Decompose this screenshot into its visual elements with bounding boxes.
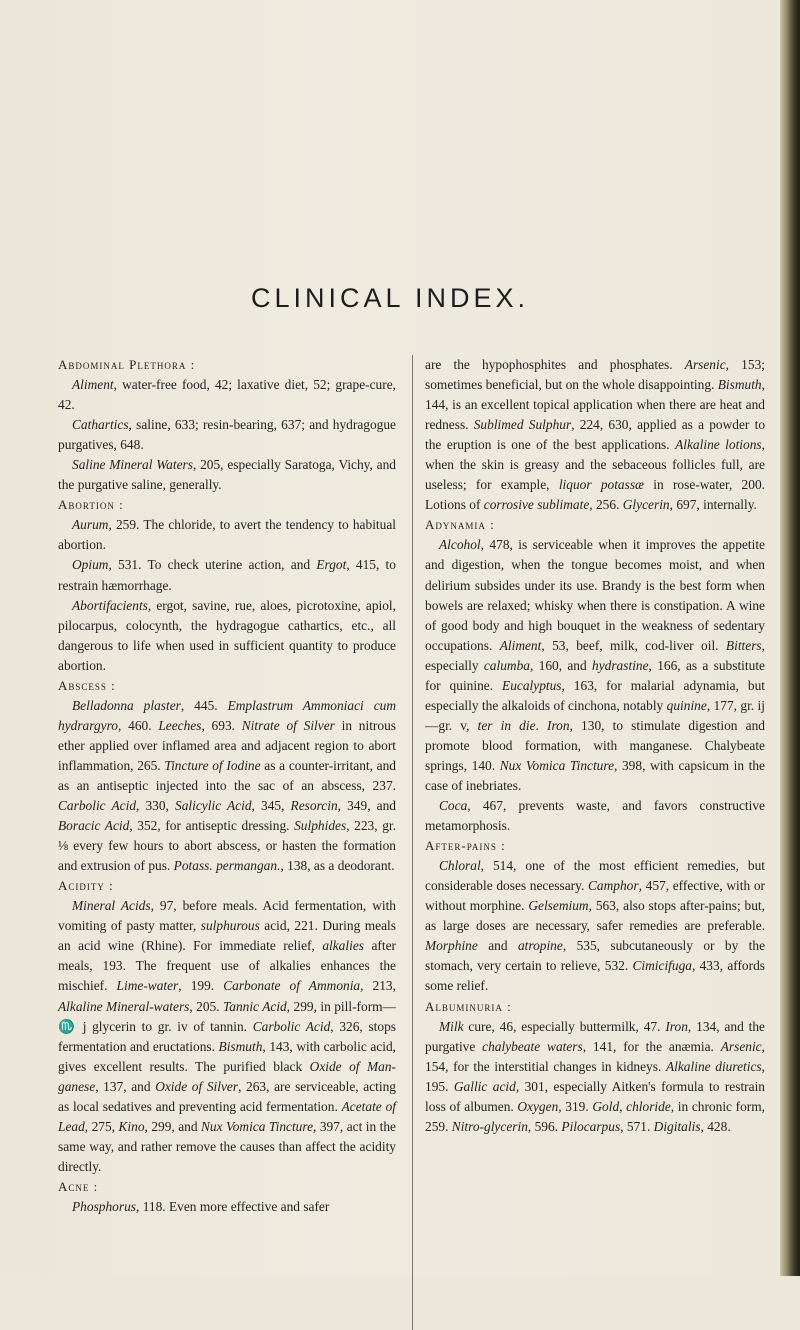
remedy-name: Cathartics: [72, 417, 129, 433]
remedy-name: Pilocarpus: [561, 1118, 621, 1134]
entry-text: , 205, especially Saratoga, Vichy, and the purgative saline, generally.: [58, 457, 396, 493]
entry-text: , 571.: [620, 1118, 654, 1134]
entry-text: , saline, 633; resin-bearing, 637; and hydragogue purgatives, 648.: [58, 417, 396, 453]
remedy-name: Saline Mineral Waters: [72, 457, 193, 473]
entry-text: , 53, beef, milk, cod-liver oil.: [541, 637, 726, 653]
remedy-name: Nux Vomica Tincture: [201, 1118, 314, 1134]
entry-text: , 433, affords some relief.: [425, 958, 765, 994]
entry-text: , 134, and the purgative: [425, 1018, 765, 1054]
entry-text: , 153; sometimes beneficial, but on the whole disappointing.: [425, 357, 765, 393]
entry-text: , 177, gr. ij—gr. v,: [425, 697, 765, 733]
index-entry: [58, 596, 396, 676]
remedy-name: Bismuth: [717, 377, 762, 393]
remedy-name: Arsenic: [684, 357, 726, 372]
remedy-name: Arsenic: [720, 1038, 762, 1054]
entry-text: , in chronic form, 259.: [425, 1098, 765, 1134]
remedy-name: Alcohol: [439, 537, 481, 553]
entry-text: acid, 221. During meals an acid wine (Rhine). For immediate relief,: [58, 918, 396, 954]
entry-text: , 397, act in the same way, and rather remove the causes than affect the acidity directly.: [58, 1118, 396, 1174]
remedy-name: Milk: [439, 1018, 464, 1034]
remedy-name: Iron: [665, 1018, 688, 1034]
remedy-name: Iron: [547, 717, 570, 733]
index-entry: [58, 375, 396, 415]
index-entry: [58, 455, 396, 495]
remedy-name: Ergot: [316, 557, 347, 573]
remedy-name: Oxide of Silver: [155, 1078, 239, 1094]
book-spine-edge: [780, 0, 800, 1276]
entry-text: , 263, are serviceable, acting as local sedatives and preventing acid fermentation.: [58, 1078, 396, 1114]
entry-text: , 160, and: [529, 657, 593, 673]
remedy-name: Alkaline Mineral-waters: [58, 998, 190, 1014]
remedy-name: Tincture of Iodine: [164, 757, 261, 773]
entry-text: , 141, for the anæmia.: [582, 1038, 721, 1054]
entry-text: , 326, stops fermentation and eructations.: [58, 1018, 396, 1054]
remedy-name: chalybeate waters: [482, 1038, 583, 1054]
remedy-name: Mineral Acids: [72, 898, 151, 914]
entry-text: , 352, for antiseptic dressing.: [129, 818, 295, 834]
left-column: [58, 355, 396, 1217]
entry-text: , 457, effective, with or without morphine.: [425, 878, 765, 914]
entry-text: ,: [619, 1098, 627, 1114]
entry-text: , 205.: [189, 998, 224, 1014]
index-heading: Acidity :: [58, 878, 114, 894]
entry-text: , 514, one of the most efficient remedies, but considerable doses necessary.: [425, 858, 765, 894]
remedy-name: Eucalyptus: [502, 677, 562, 693]
remedy-name: Lime-water: [116, 978, 179, 994]
entry-text: , 299, and: [144, 1118, 201, 1134]
remedy-name: Carbolic Acid: [252, 1018, 331, 1034]
index-entry: [425, 535, 765, 796]
remedy-name: Bitters: [725, 637, 762, 653]
entry-text: , 345,: [251, 798, 291, 814]
index-entry: [58, 696, 396, 876]
index-heading: Adynamia :: [425, 517, 495, 533]
remedy-name: ter in die: [477, 717, 536, 733]
remedy-name: Resorcin: [290, 798, 338, 814]
index-heading: Abdominal Plethora :: [58, 357, 196, 372]
entry-text: , especially: [425, 637, 765, 673]
entry-text: , 144, is an excellent topical application when there are heat and redness.: [425, 377, 765, 433]
entry-text: after meals, 193. The frequent use of alkalies enhances the mischief.: [58, 938, 396, 994]
remedy-name: Tannic Acid: [223, 998, 287, 1014]
entry-text: , 415, to restrain hæmorrhage.: [58, 557, 396, 593]
entry-text: , 301, especially Aitken's formula to restrain loss of albumen.: [425, 1078, 765, 1114]
remedy-name: quinine: [666, 697, 707, 713]
entry-text: , 478, is serviceable when it improves the appetite and digestion, when the tongue becomes moist, and when delirium subsides under its use. Brandy is the best form when bowels are relaxed; whisky when there is constipation. A wine of good body and high bouquet in the weakness of sedentary occupations.: [425, 537, 765, 653]
remedy-name: Alkaline lotions: [675, 437, 762, 453]
index-entry: [58, 515, 396, 555]
remedy-name: Nitro-glycerin: [451, 1118, 528, 1134]
index-heading: Abortion :: [58, 497, 124, 513]
remedy-name: Potass. permangan.: [173, 858, 281, 874]
entry-text: , 445.: [180, 697, 228, 713]
page-title: CLINICAL INDEX.: [250, 283, 530, 313]
entry-text: , 166, as a substitute for quinine.: [425, 657, 765, 693]
remedy-name: Bismuth: [218, 1038, 263, 1054]
entry-text: , 299, in pill-form— ♏ j glycerin to gr. iv of tannin.: [58, 998, 396, 1034]
index-entry: [425, 796, 765, 836]
remedy-name: sulphurous: [200, 918, 260, 934]
entry-text: , 195.: [425, 1058, 765, 1094]
remedy-name: calumba: [483, 657, 530, 673]
index-heading: After-pains :: [425, 838, 506, 854]
entry-text: , water-free food, 42; laxative diet, 52; grape-cure, 42.: [58, 377, 396, 413]
remedy-name: Belladonna plaster: [72, 697, 181, 713]
remedy-name: hydrastine: [592, 657, 649, 673]
entry-text: , 531. To check uterine action, and: [108, 557, 317, 573]
remedy-name: atropine: [517, 938, 563, 954]
remedy-name: Abortifacients: [72, 597, 148, 613]
entry-text: , 130, to stimulate digestion and promote blood formation, with manganese. Chalybeate springs, 140.: [425, 717, 765, 773]
entry-text: , 259. The chloride, to avert the tendency to habitual abortion.: [58, 517, 396, 553]
entry-text: , 330,: [136, 798, 176, 814]
entry-text: , 118. Even more effective and safer: [136, 1198, 330, 1214]
remedy-name: alkalies: [322, 938, 364, 954]
entry-text: in rose-water, 200. Lotions of: [425, 477, 765, 513]
entry-text: , 467, prevents waste, and favors constructive metamorphosis.: [425, 798, 765, 834]
remedy-name: Cimicifuga: [632, 958, 692, 974]
entry-text: and: [477, 938, 518, 954]
entry-text: , 697, internally.: [669, 497, 757, 513]
remedy-name: Carbolic Acid: [58, 798, 137, 814]
index-entry: [425, 856, 765, 996]
remedy-name: Sulphides: [294, 818, 347, 834]
remedy-name: Chloral: [439, 858, 481, 874]
entry-text: , 256.: [589, 497, 623, 513]
entry-text: .: [535, 717, 547, 733]
entry-text: , 535, subcutaneously or by the stomach, very certain to relieve, 532.: [425, 938, 766, 974]
entry-text: , 428.: [700, 1118, 731, 1134]
remedy-name: Aurum: [72, 517, 109, 533]
index-entry: [58, 1197, 396, 1217]
entry-text: are the hypophosphites and phosphates.: [425, 357, 685, 372]
remedy-name: Leeches: [158, 717, 202, 733]
entry-text: as a counter-irritant, and as an antiseptic injected into the sac of an abscess, 237.: [58, 757, 397, 793]
entry-text: , ergot, savine, rue, aloes, picrotoxine, apiol, pilocarpus, colocynth, the hydragogue cathartics, etc., all dangerous to life when used in sufficient quantity to produce abortion.: [58, 597, 396, 673]
entry-text: , 213,: [360, 978, 396, 994]
remedy-name: Phosphorus: [72, 1198, 136, 1214]
remedy-name: Coca: [439, 798, 468, 814]
remedy-name: liquor potassæ: [558, 477, 644, 493]
entry-text: , 154, for the interstitial changes in kidneys.: [425, 1038, 765, 1074]
remedy-name: Acetate of Lead: [58, 1098, 396, 1134]
remedy-name: Gelsemium: [528, 898, 589, 914]
entry-text: , 563, also stops after-pains; but, as large doses are necessary, safer remedies are preferable.: [425, 898, 766, 934]
entry-text: , 596.: [527, 1118, 562, 1134]
remedy-name: Carbonate of Ammonia: [223, 978, 361, 994]
right-column: [425, 355, 765, 1137]
remedy-name: Nitrate of Silver: [241, 717, 335, 733]
entry-text: cure, 46, especially buttermilk, 47.: [463, 1018, 666, 1034]
entry-text: , when the skin is greasy and the sebaceous follicles full, are useless; for example,: [425, 437, 765, 493]
remedy-name: Camphor: [587, 878, 639, 894]
remedy-name: Oxide of Manganese: [58, 1058, 396, 1094]
index-entry: [58, 415, 396, 455]
remedy-name: Alkaline diuretics: [665, 1058, 762, 1074]
index-heading: Acne :: [58, 1178, 99, 1194]
entry-text: , 143, with carbolic acid, gives excellent results. The purified black: [58, 1038, 397, 1074]
index-entry: [58, 896, 396, 1177]
entry-text: , 693.: [201, 717, 242, 733]
entry-text: , 97, before meals. Acid fermentation, with vomiting of pasty matter,: [58, 898, 397, 934]
remedy-name: Morphine: [425, 938, 478, 954]
index-heading: Abscess :: [58, 677, 116, 693]
entry-text: , 224, 630, applied as a powder to the eruption is one of the best applications.: [425, 417, 766, 453]
remedy-name: Oxygen: [517, 1098, 559, 1114]
remedy-name: Aliment: [499, 637, 542, 653]
column-divider: [412, 355, 413, 1330]
remedy-name: Kino: [118, 1118, 145, 1134]
remedy-name: Opium: [72, 557, 109, 573]
index-entry: [425, 1017, 765, 1137]
remedy-name: Emplastrum Ammoniaci cum hydrargyro: [58, 697, 396, 733]
remedy-name: Salicylic Acid: [175, 798, 252, 814]
remedy-name: Sublimed Sulphur: [473, 417, 572, 433]
index-entry: [58, 555, 396, 595]
entry-text: , 223, gr. ⅛ every few hours to abort abscess, or hasten the formation and extrusion of pus.: [58, 818, 396, 874]
remedy-name: Gold: [592, 1098, 620, 1114]
index-heading: Albuminuria :: [425, 998, 512, 1014]
remedy-name: Nux Vomica Tincture: [499, 757, 615, 773]
entry-text: , 319.: [558, 1098, 593, 1114]
remedy-name: Boracic Acid: [58, 818, 130, 834]
remedy-name: chloride: [626, 1098, 671, 1114]
entry-text: , 398, with capsicum in the case of inebriates.: [425, 757, 765, 793]
entry-text: , 137, and: [95, 1078, 156, 1094]
entry-text: , 460.: [118, 717, 159, 733]
entry-text: in nitrous ether applied over inflamed area and adjacent region to abort inflammation, 265.: [58, 717, 396, 773]
entry-text: , 199.: [178, 978, 224, 994]
remedy-name: Gallic acid: [453, 1078, 516, 1094]
remedy-name: Glycerin: [622, 497, 670, 513]
entry-text: , 138, as a deodorant.: [280, 858, 395, 874]
entry-text: , 275,: [84, 1118, 119, 1134]
remedy-name: Aliment: [72, 377, 114, 393]
entry-text: , 349, and: [337, 798, 396, 814]
remedy-name: Digitalis: [653, 1118, 701, 1134]
entry-text: , 163, for malarial adynamia, but especially the alkaloids of cinchona, notably: [425, 677, 765, 713]
index-entry: [425, 355, 765, 515]
remedy-name: corrosive sublimate: [483, 497, 590, 513]
